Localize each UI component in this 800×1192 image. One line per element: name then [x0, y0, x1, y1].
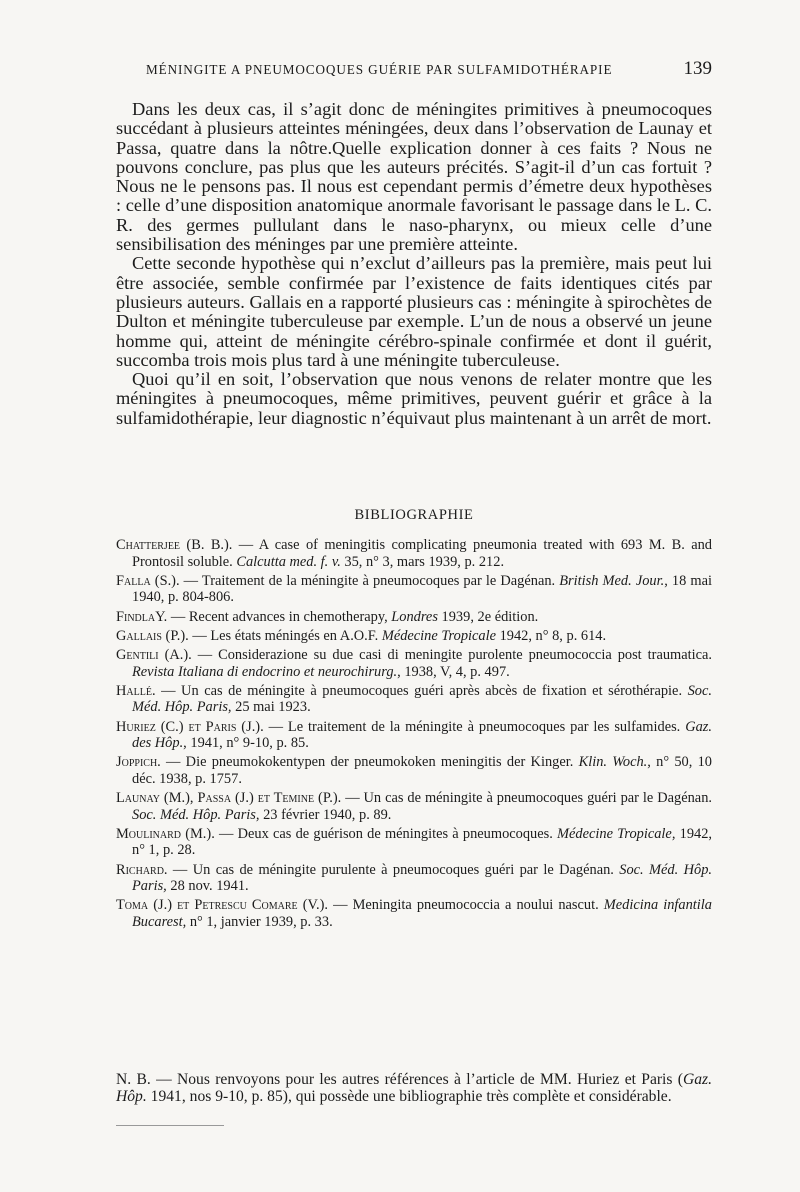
reference-journal: Soc. Méd. Hôp. Paris, [132, 682, 712, 716]
bibliography-entry [116, 862, 712, 895]
reference-details: , 1941, n° 9-10, p. 85. [183, 735, 309, 752]
reference-details: 1942, n° 8, p. 614. [495, 627, 607, 644]
reference-authors: Hallé. [116, 682, 156, 699]
reference-journal: Soc. Méd. Hôp. Paris, [132, 861, 712, 895]
reference-details: 28 nov. 1941. [166, 878, 249, 895]
reference-details: 35, n° 3, mars 1939, p. 212. [340, 553, 505, 570]
bibliography-heading: BIBLIOGRAPHIE [354, 507, 474, 523]
reference-journal: Revista Italiana di endocrino et neurochirurg. [132, 663, 398, 680]
reference-title: — Meningita pneumococcia a noului nascut. [328, 897, 604, 914]
reference-authors: Richard. [116, 861, 168, 878]
bibliography-list [116, 537, 712, 933]
reference-title: — Recent advances in chemotherapy, [167, 608, 392, 625]
reference-title: — Les états méningés en A.O.F. [188, 627, 382, 644]
bibliography-entry [116, 754, 712, 787]
note-journal: Gaz. Hôp. [116, 1071, 712, 1106]
reference-title: — Die pneumokokentypen der pneumokoken meningitis der Kinger. [160, 754, 579, 771]
reference-details: 25 mai 1923. [231, 699, 311, 716]
reference-details: 1942, n° 1, p. 28. [132, 825, 713, 859]
reference-journal: Medicina infantila Bucarest, [132, 897, 712, 930]
reference-journal: Médecine Tropicale [381, 627, 496, 644]
bibliography-entry [116, 897, 712, 930]
note-paragraph [116, 1071, 712, 1106]
reference-title: — Deux cas de guérison de méningites à pneumocoques. [214, 825, 558, 842]
reference-details: n° 1, janvier 1939, p. 33. [186, 914, 333, 930]
reference-details: , 18 mai 1940, p. 804-806. [132, 572, 712, 606]
reference-authors: Toma (J.) et Petrescu Comare (V.). [116, 897, 329, 914]
bibliography-entry [116, 647, 712, 680]
note-rest: 1941, nos 9-10, p. 85), qui possède une bibliographie très complète et considérable. [146, 1088, 672, 1106]
reference-authors: Gallais (P.). [116, 627, 189, 644]
body-paragraph: Quoi qu’il en soit, l’observation que nous venons de relater montre que les méningites à pneumocoques, même primitives, peuvent guérir et grâce à la sulfamidothérapie, leur diagnostic n’équivaut plus maintenant à un arrêt de mort. [116, 369, 712, 428]
reference-journal: British Med. Jour. [559, 572, 665, 589]
note-block [116, 1071, 712, 1106]
reference-title: — Un cas de méningite purulente à pneumocoques guéri par le Dagénan. [167, 861, 620, 878]
reference-journal: Klin. Woch. [578, 754, 648, 771]
reference-journal: Calcutta med. f. v. [236, 553, 341, 570]
reference-title: — Le traitement de la méningite à pneumocoques par les sulfamides. [263, 718, 686, 735]
reference-title: — A case of meningitis complicating pneumonia treated with 693 M. B. and Prontosil soluble. [132, 537, 712, 570]
reference-authors: Gentili (A.). [116, 646, 192, 663]
footer-rule [116, 1125, 224, 1126]
reference-authors: Joppich. [116, 754, 161, 771]
bibliography-entry [116, 683, 712, 716]
reference-title: — Un cas de méningite à pneumocoques guéri après abcès de fixation et sérothérapie. [155, 682, 688, 699]
reference-authors: Falla (S.). [116, 572, 180, 589]
bibliography-entry [116, 790, 712, 823]
body-paragraph: Dans les deux cas, il s’agit donc de méningites primitives à pneumocoques succédant à plusieurs atteintes méningées, deux dans l’observation de Launay et Passa, quatre dans la nôtre.Quelle explication donner à ces faits ? Nous ne pouvons conclure, pas plus que les auteurs précités. S’agit-il d’un cas fortuit ? Nous ne le pensons pas. Il nous est cependant permis d’émetre deux hypothèses : celle d’une disposition anatomique anormale favorisant le passage dans le L. C. R. des germes pullulant dans le naso-pharynx, ou mieux celle d’une sensibilisation des méninges par une première atteinte. [116, 99, 712, 255]
reference-authors: Launay (M.), Passa (J.) et Temine (P.). [116, 790, 342, 807]
body-text [116, 100, 712, 428]
bibliography-entry [116, 826, 712, 859]
bibliography-entry [116, 573, 712, 606]
bibliography-entry [116, 537, 712, 570]
reference-authors: Huriez (C.) et Paris (J.). [116, 718, 264, 735]
bibliography-entry [116, 609, 712, 626]
page-number: 139 [683, 58, 712, 79]
reference-title: — Un cas de méningite à pneumocoques guéri par le Dagénan. [341, 790, 712, 807]
running-head-title: MÉNINGITE A PNEUMOCOQUES GUÉRIE PAR SULFAMIDOTHÉRAPIE [146, 62, 613, 77]
bibliography-entry [116, 719, 712, 752]
reference-details: 23 février 1940, p. 89. [259, 806, 392, 823]
reference-journal: Londres [391, 608, 438, 625]
note-lead: N. B. — Nous renvoyons pour les autres références à l’article de MM. Huriez et Paris ( [116, 1071, 683, 1088]
bibliography-entry [116, 628, 712, 645]
body-paragraph: Cette seconde hypothèse qui n’exclut d’ailleurs pas la première, mais peut lui être associée, semble confirmée par l’existence de faits identiques cités par plusieurs auteurs. Gallais en a rapporté plusieurs cas : méningite à spirochètes de Dulton et méningite tuberculeuse par exemple. L’un de nous a observé un jeune homme qui, atteint de méningite cérébro-spinale confirmée et dont il guérit, succomba trois mois plus tard à une méningite tuberculeuse. [116, 253, 712, 370]
reference-journal: Soc. Méd. Hôp. Paris, [132, 806, 260, 823]
reference-details: 1939, 2e édition. [437, 608, 539, 625]
reference-journal: Médecine Tropicale, [557, 825, 676, 842]
reference-title: — Considerazione su due casi di meningite purolente pneumococcia post traumatica. [191, 646, 712, 663]
reference-title: — Traitement de la méningite à pneumocoques par le Dagénan. [179, 572, 560, 589]
reference-details: , 1938, V, 4, p. 497. [397, 663, 510, 680]
reference-authors: FindlaY. [116, 608, 168, 625]
reference-authors: Chatterjee (B. B.). [116, 537, 233, 553]
reference-details: , n° 50, 10 déc. 1938, p. 1757. [132, 754, 713, 787]
reference-authors: Moulinard (M.). [116, 825, 215, 842]
reference-journal: Gaz. des Hôp. [132, 718, 712, 752]
